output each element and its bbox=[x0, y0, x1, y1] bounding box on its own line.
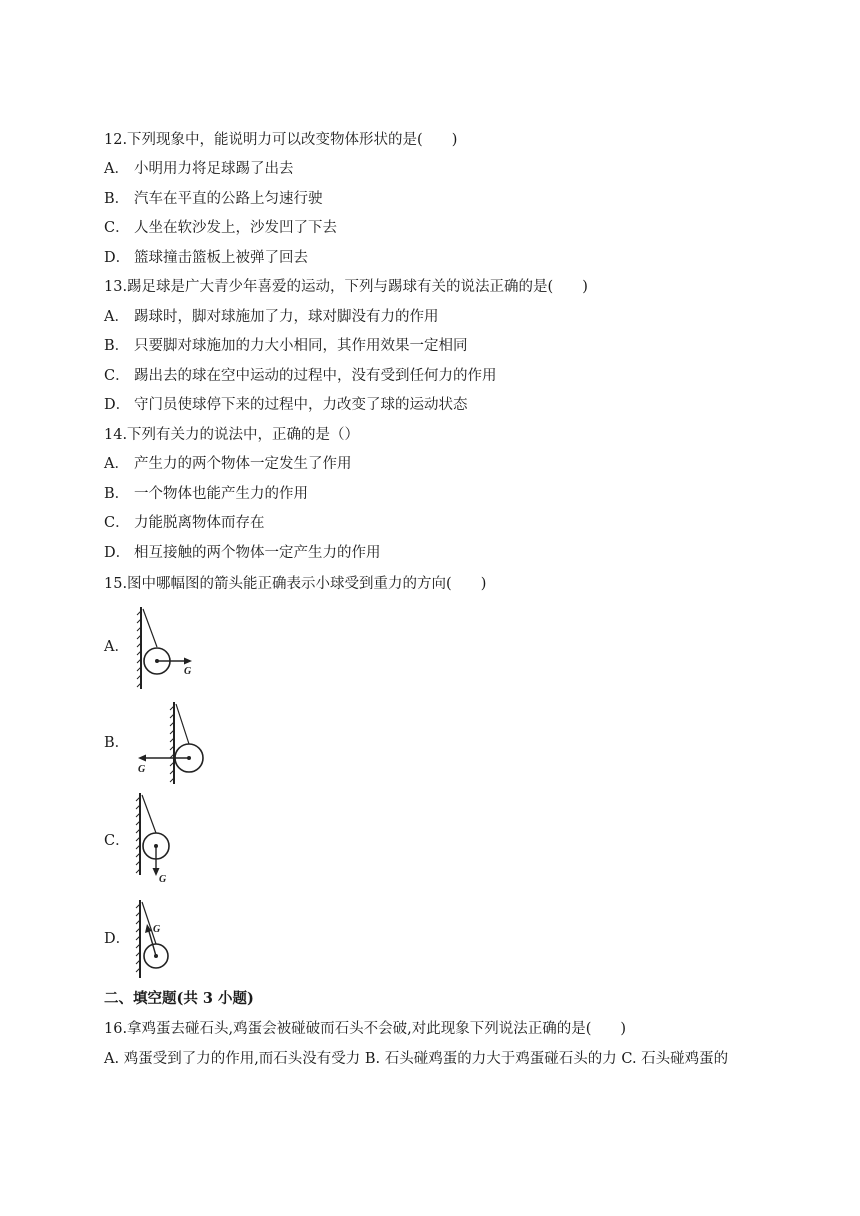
option-label: D． bbox=[104, 250, 131, 266]
option-label: A． bbox=[104, 161, 129, 177]
option-text: 相互接触的两个物体一定产生力的作用 bbox=[134, 545, 381, 561]
question-12-option-c bbox=[104, 218, 337, 238]
option-text: 产生力的两个物体一定发生了作用 bbox=[134, 456, 352, 472]
section-2-heading: 二、填空题(共 3 小题) bbox=[104, 990, 254, 1007]
question-14-option-c bbox=[104, 513, 265, 533]
question-16-options: A. 鸡蛋受到了力的作用,而石头没有受力 B. 石头碰鸡蛋的力大于鸡蛋碰石头的力 C. 石头碰鸡蛋的 bbox=[104, 1051, 729, 1067]
question-13-stem: 13.踢足球是广大青少年喜爱的运动，下列与踢球有关的说法正确的是( ) bbox=[104, 279, 588, 295]
option-label: C． bbox=[104, 220, 130, 236]
option-label: A． bbox=[104, 309, 129, 325]
question-13-option-d bbox=[104, 395, 468, 415]
option-text: 小明用力将足球踢了出去 bbox=[134, 161, 294, 177]
figure-b-g-label: G bbox=[138, 764, 146, 775]
option-text: 人坐在软沙发上，沙发凹了下去 bbox=[134, 220, 337, 236]
option-text: 踢球时，脚对球施加了力，球对脚没有力的作用 bbox=[134, 309, 439, 325]
question-12-option-d bbox=[104, 248, 308, 268]
figure-b-label: B． bbox=[104, 735, 130, 751]
question-13-option-c bbox=[104, 366, 497, 386]
question-14-option-a bbox=[104, 454, 352, 474]
figure-d-g-label: G bbox=[153, 924, 161, 935]
figure-c-g-label: G bbox=[159, 874, 167, 885]
figure-c-diagram bbox=[130, 790, 190, 890]
option-text: 踢出去的球在空中运动的过程中，没有受到任何力的作用 bbox=[134, 368, 497, 384]
question-12-stem: 12.下列现象中，能说明力可以改变物体形状的是( ) bbox=[104, 132, 458, 148]
question-14-option-b bbox=[104, 484, 308, 504]
question-15-stem: 15.图中哪幅图的箭头能正确表示小球受到重力的方向( ) bbox=[104, 576, 487, 592]
option-text: 篮球撞击篮板上被弹了回去 bbox=[134, 250, 308, 266]
option-text: 只要脚对球施加的力大小相同，其作用效果一定相同 bbox=[134, 338, 468, 354]
option-text: 守门员使球停下来的过程中，力改变了球的运动状态 bbox=[134, 397, 468, 413]
option-label: C． bbox=[104, 368, 130, 384]
figure-c-label: C． bbox=[104, 833, 130, 849]
figure-d-diagram bbox=[130, 898, 190, 983]
option-label: B． bbox=[104, 338, 130, 354]
figure-a-diagram bbox=[130, 605, 210, 695]
question-16-stem: 16.拿鸡蛋去碰石头,鸡蛋会被碰破而石头不会破,对此现象下列说法正确的是( ) bbox=[104, 1021, 627, 1037]
figure-a-label: A． bbox=[104, 639, 129, 655]
option-label: D． bbox=[104, 545, 131, 561]
option-text: 汽车在平直的公路上匀速行驶 bbox=[134, 191, 323, 207]
option-label: A． bbox=[104, 456, 129, 472]
option-text: 一个物体也能产生力的作用 bbox=[134, 486, 308, 502]
question-13-option-a bbox=[104, 307, 439, 327]
option-label: D． bbox=[104, 397, 131, 413]
question-12-option-b bbox=[104, 189, 323, 209]
option-label: B． bbox=[104, 191, 130, 207]
figure-a-g-label: G bbox=[184, 666, 192, 677]
option-label: B． bbox=[104, 486, 130, 502]
figure-b-diagram bbox=[130, 700, 215, 790]
figure-d-label: D． bbox=[104, 931, 131, 947]
question-14-stem: 14.下列有关力的说法中，正确的是（） bbox=[104, 427, 360, 443]
option-text: 力能脱离物体而存在 bbox=[134, 515, 265, 531]
question-12-option-a bbox=[104, 159, 294, 179]
option-label: C． bbox=[104, 515, 130, 531]
question-13-option-b bbox=[104, 336, 468, 356]
question-14-option-d bbox=[104, 543, 381, 563]
